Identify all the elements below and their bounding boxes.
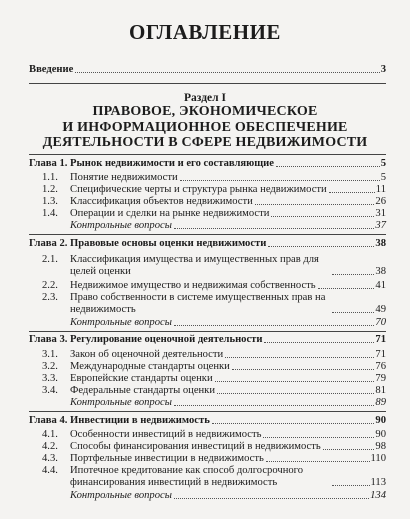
entry-number: 3.1. [42,349,58,360]
toc-entry-item[interactable] [42,441,386,453]
entry-label: Право собственности в системе имущественных прав на недвижимость [70,292,326,315]
toc-entry-item[interactable] [42,208,386,220]
toc-entry-chapter[interactable] [29,334,386,346]
toc-entry-item[interactable] [42,465,386,489]
entry-label: Глава 2. Правовые основы оценки недвижимости [29,238,267,249]
entry-label: Способы финансирования инвестиций в недвижимость [70,441,321,452]
entry-number: 1.2. [42,184,58,195]
entry-page: 90 [375,415,386,426]
entry-page: 3 [380,64,386,75]
section-title-line: И ИНФОРМАЦИОННОЕ ОБЕСПЕЧЕНИЕ [62,119,348,135]
entry-number: 3.2. [42,361,58,372]
entry-label: Операции и сделки на рынке недвижимости [70,208,270,219]
entry-label: Классификация объектов недвижимости [70,196,253,207]
leader-dots [263,437,374,438]
entry-page: 79 [375,373,386,384]
entry-label: Контрольные вопросы [70,317,172,328]
entry-number: 2.3. [42,292,58,303]
entry-number: 2.1. [42,254,58,265]
section-title-line: ДЕЯТЕЛЬНОСТИ В СФЕРЕ НЕДВИЖИМОСТИ [42,135,368,150]
entry-label: Европейские стандарты оценки [70,373,213,384]
entry-number: 4.1. [42,429,58,440]
entry-page: 71 [375,334,386,345]
page-title: ОГЛАВЛЕНИЕ [129,20,281,44]
leader-dots [271,216,374,217]
entry-page: 89 [375,397,386,408]
leader-dots [268,246,374,247]
section-heading [0,92,410,151]
entry-label: Федеральные стандарты оценки [70,385,216,396]
section-number: Раздел I [184,92,226,104]
entry-page: 98 [375,441,386,452]
entry-label: Глава 3. Регулирование оценочной деятельности [29,334,263,345]
toc-entry-item[interactable] [42,172,386,184]
divider [29,411,386,412]
entry-number: 4.3. [42,453,58,464]
toc-entry-item[interactable] [42,292,386,316]
entry-page: 110 [370,453,386,464]
entry-number: 4.2. [42,441,58,452]
toc-entry-item[interactable] [42,429,386,441]
entry-label: Глава 4. Инвестиции в недвижимость [29,415,210,426]
entry-number: 1.3. [42,196,58,207]
leader-dots [180,180,380,181]
entry-page: 37 [375,220,386,231]
toc-entry-item[interactable] [42,196,386,208]
leader-dots [332,485,370,486]
entry-number: 4.4. [42,465,58,476]
divider [29,154,386,155]
entry-page: 76 [375,361,386,372]
entry-number: 1.1. [42,172,58,183]
toc-entry-item[interactable] [42,349,386,361]
entry-label: Закон об оценочной деятельности [70,349,224,360]
toc-entry-item[interactable] [42,280,386,292]
leader-dots [75,72,379,73]
leader-dots [323,449,375,450]
entry-page: 71 [375,349,386,360]
entry-page: 113 [370,477,386,488]
entry-page: 11 [375,184,386,195]
leader-dots [329,192,375,193]
entry-page: 5 [380,172,386,183]
entry-label: Контрольные вопросы [70,490,172,501]
toc-entry-intro[interactable] [29,64,386,76]
entry-label: Ипотечное кредитование как способ долгосрочного финансирования инвестиций в недвижимость [70,465,304,488]
toc-entry-chapter[interactable] [29,158,386,170]
entry-label: Глава 1. Рынок недвижимости и его составляющие [29,158,274,169]
leader-dots [318,288,375,289]
leader-dots [212,423,375,424]
entry-page: 81 [375,385,386,396]
entry-number: 1.4. [42,208,58,219]
entry-page: 49 [375,304,386,315]
toc-entry-item[interactable] [42,254,386,278]
entry-label: Контрольные вопросы [70,220,172,231]
toc-entry-item[interactable] [42,385,386,397]
toc-entry-chapter[interactable] [29,238,386,250]
entry-label: Международные стандарты оценки [70,361,230,372]
toc-entry-questions[interactable] [42,490,386,502]
divider [29,83,386,84]
entry-number: 2.2. [42,280,58,291]
entry-page: 5 [380,158,386,169]
leader-dots [332,312,374,313]
entry-label: Контрольные вопросы [70,397,172,408]
leader-dots [217,393,374,394]
entry-page: 90 [375,429,386,440]
entry-label: Введение [29,64,74,75]
entry-number: 3.3. [42,373,58,384]
divider [29,331,386,332]
entry-label: Недвижимое имущество и недвижимая собственность [70,280,316,291]
leader-dots [174,228,374,229]
section-title-line: ПРАВОВОЕ, ЭКОНОМИЧЕСКОЕ [92,104,318,119]
toc-entry-chapter[interactable] [29,415,386,427]
leader-dots [225,357,374,358]
toc-entry-item[interactable] [42,453,386,465]
toc-entry-item[interactable] [42,184,386,196]
entry-label: Понятие недвижимости [70,172,178,183]
leader-dots [215,381,375,382]
toc-entry-questions[interactable] [42,220,386,232]
entry-page: 31 [375,208,386,219]
entry-label: Классификация имущества и имущественных прав для целей оценки [70,254,319,277]
leader-dots [276,166,380,167]
toc-entry-questions[interactable] [42,317,386,329]
entry-page: 41 [375,280,386,291]
toc-entry-questions[interactable] [42,397,386,409]
leader-dots [232,369,375,370]
entry-page: 70 [375,317,386,328]
leader-dots [174,405,374,406]
entry-label: Специфические черты и структура рынка недвижимости [70,184,327,195]
entry-page: 134 [370,490,386,501]
leader-dots [332,274,374,275]
leader-dots [264,342,374,343]
entry-label: Особенности инвестиций в недвижимость [70,429,262,440]
entry-number: 3.4. [42,385,58,396]
leader-dots [174,325,374,326]
leader-dots [255,204,375,205]
divider [29,234,386,235]
leader-dots [266,461,370,462]
leader-dots [174,498,369,499]
toc-entry-item[interactable] [42,373,386,385]
entry-label: Портфельные инвестиции в недвижимость [70,453,264,464]
entry-page: 26 [375,196,386,207]
entry-page: 38 [375,238,386,249]
entry-page: 38 [375,266,386,277]
toc-entry-item[interactable] [42,361,386,373]
